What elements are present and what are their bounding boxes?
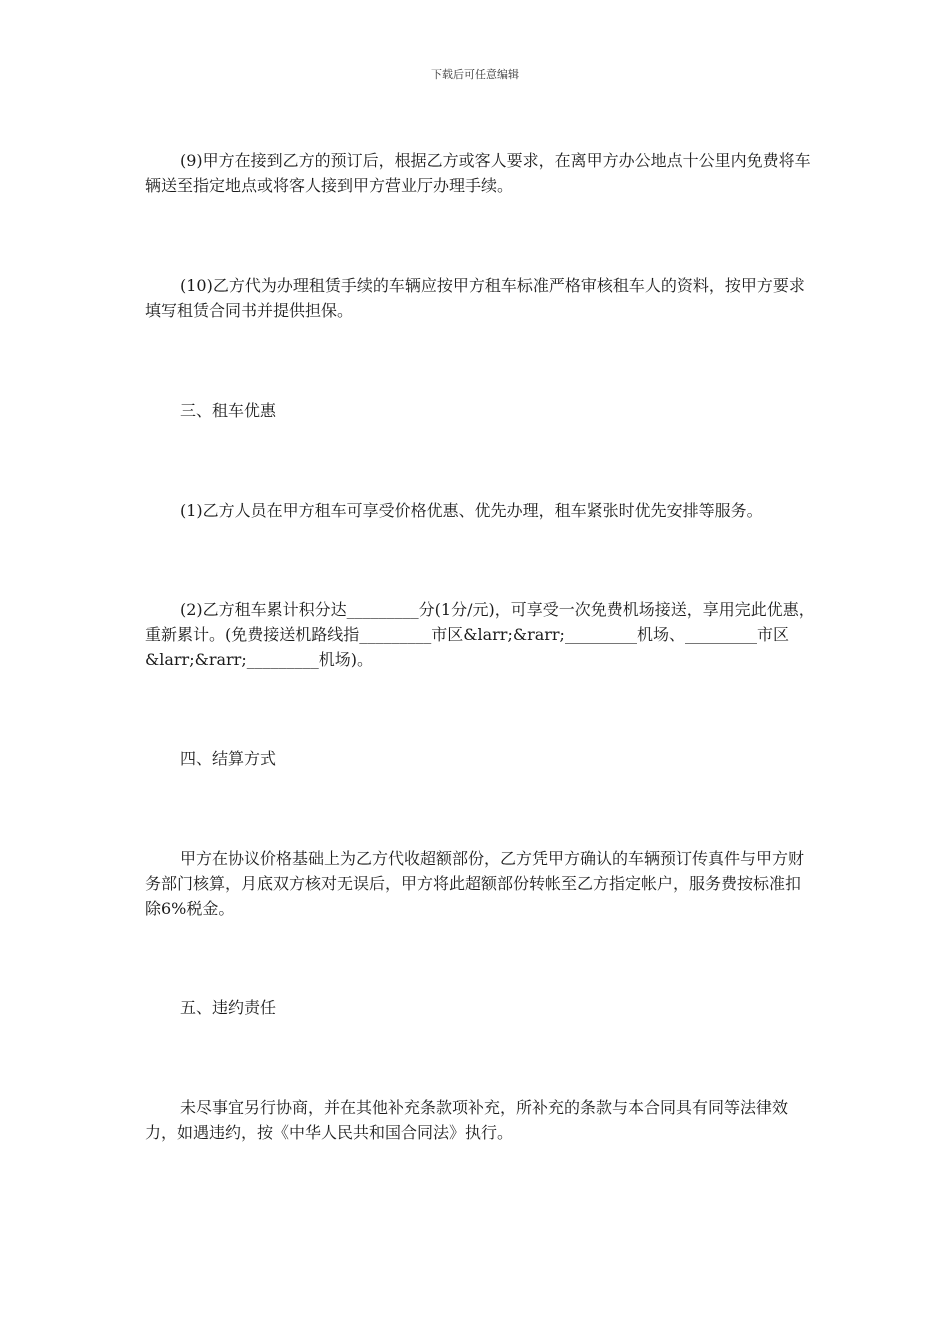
clause-10-paragraph: (10)乙方代为办理租赁手续的车辆应按甲方租车标准严格审核租车人的资料，按甲方要求填写租赁合同书并提供担保。 [145, 276, 805, 320]
settlement-paragraph: 甲方在协议价格基础上为乙方代收超额部份，乙方凭甲方确认的车辆预订传真件与甲方财务部门核算，月底双方核对无误后，甲方将此超额部份转帐至乙方指定帐户，服务费按标准扣除6%税金。 [145, 849, 805, 918]
section-heading-rental-discount: 三、租车优惠 [180, 401, 277, 420]
section-heading-settlement: 四、结算方式 [180, 749, 277, 768]
clause-9-paragraph: (9)甲方在接到乙方的预订后，根据乙方或客人要求，在离甲方办公地点十公里内免费将车辆送至指定地点或将客人接到甲方营业厅办理手续。 [145, 151, 811, 195]
page-header-note: 下载后可任意编辑 [431, 68, 519, 81]
discount-clause-1-paragraph: (1)乙方人员在甲方租车可享受价格优惠、优先办理，租车紧张时优先安排等服务。 [180, 501, 763, 520]
discount-clause-2-paragraph: (2)乙方租车累计积分达_________分(1分/元)，可享受一次免费机场接送，享用完此优惠，重新累计。(免费接送机路线指_________市区&larr;&rarr;_________机场、_________市区&larr;&rarr;_________机场)。 [145, 600, 815, 669]
liability-paragraph: 未尽事宜另行协商，并在其他补充条款项补充，所补充的条款与本合同具有同等法律效力，如遇违约，按《中华人民共和国合同法》执行。 [145, 1098, 789, 1142]
section-heading-liability: 五、违约责任 [180, 998, 277, 1017]
